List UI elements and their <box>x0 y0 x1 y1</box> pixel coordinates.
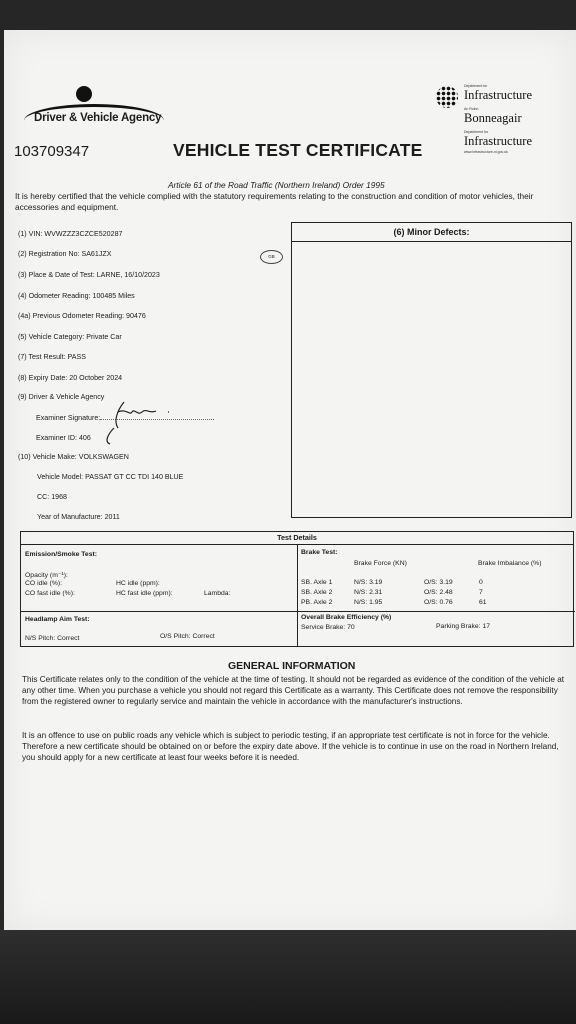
place-date-field: (3) Place & Date of Test: LARNE, 16/10/2023 <box>18 271 160 279</box>
minor-defects-box <box>291 222 572 518</box>
table-divider <box>21 611 297 612</box>
general-information-paragraph: It is an offence to use on public roads any vehicle which is subject to periodic testing, if an appropriate test certificate is not in force for the vehicle. Therefore a new certificate should be obtained on or before the expiry date above. If the vehicle is to continue in use on the road in Northern Ireland, you should apply for a new certificate at least four weeks before it is needed. <box>22 731 559 762</box>
brake-os-value: O/S: 0.76 <box>424 599 453 606</box>
dva-logo <box>16 84 166 132</box>
brake-heading: Brake Test: <box>301 549 338 556</box>
general-information-heading: GENERAL INFORMATION <box>228 660 356 672</box>
gb-badge: GB <box>260 250 283 264</box>
department-small-text: Depairtment fur <box>464 130 489 134</box>
brake-efficiency-heading: Overall Brake Efficiency (%) <box>301 614 392 621</box>
brake-force-header: Brake Force (KN) <box>354 560 407 567</box>
co-idle-label: CO idle (%): <box>25 580 63 587</box>
agency-name: Driver & Vehicle Agency <box>34 112 162 124</box>
table-divider <box>297 544 298 646</box>
department-small-text: Department for <box>464 84 488 88</box>
test-result-field: (7) Test Result: PASS <box>18 353 86 361</box>
brake-imbalance-value: 0 <box>479 579 483 586</box>
certificate-number: 103709347 <box>14 143 90 160</box>
headlamp-heading: Headlamp Aim Test: <box>25 616 90 623</box>
emission-heading: Emission/Smoke Test: <box>25 551 98 558</box>
department-name-us: Infrastructure <box>464 134 533 148</box>
test-details-heading: Test Details <box>21 532 573 545</box>
department-emblem-icon <box>436 86 458 108</box>
brake-imbalance-value: 61 <box>479 599 487 606</box>
vehicle-model-field: Vehicle Model: PASSAT GT CC TDI 140 BLUE <box>37 473 184 481</box>
examiner-signature-label: Examiner Signature: <box>36 414 101 422</box>
odometer-field: (4) Odometer Reading: 100485 Miles <box>18 292 135 300</box>
table-divider <box>297 611 575 612</box>
vehicle-category-field: (5) Vehicle Category: Private Car <box>18 333 122 341</box>
brake-os-value: O/S: 2.48 <box>424 589 453 596</box>
registration-field: (2) Registration No: SA61JZX <box>18 250 112 258</box>
os-pitch-field: O/S Pitch: Correct <box>160 633 215 640</box>
opacity-label: Opacity (m⁻¹): <box>25 572 68 579</box>
brake-imbalance-value: 7 <box>479 589 483 596</box>
year-of-manufacture-field: Year of Manufacture: 2011 <box>37 513 120 521</box>
certification-statement: It is hereby certified that the vehicle complied with the statutory requirements relating to the construction and condition of motor vehicles, their accessories and equipment. <box>15 191 534 212</box>
service-brake-field: Service Brake: 70 <box>301 624 355 631</box>
expiry-date-field: (8) Expiry Date: 20 October 2024 <box>18 374 123 382</box>
ns-pitch-field: N/S Pitch: Correct <box>25 635 80 642</box>
lambda-label: Lambda: <box>204 590 231 597</box>
department-url: www.infrastructure-ni.gov.uk <box>464 150 508 154</box>
brake-axle-label: PB. Axle 2 <box>301 599 333 606</box>
brake-axle-label: SB. Axle 2 <box>301 589 333 596</box>
general-information-paragraph: This Certificate relates only to the condition of the vehicle at the time of testing. It should not be regarded as evidence of the condition of the vehicle at any other time. When you purchase a vehicle you should not regard this Certificate as a warranty. This Certificate does not remove the responsibility from the registered owner to regularly service and maintain the vehicle in accordance with the manufacturer's instructions. <box>22 675 565 706</box>
brake-os-value: O/S: 3.19 <box>424 579 453 586</box>
department-name-en: Infrastructure <box>464 88 533 102</box>
brake-ns-value: N/S: 2.31 <box>354 589 383 596</box>
parking-brake-field: Parking Brake: 17 <box>436 623 491 630</box>
minor-defects-heading: (6) Minor Defects: <box>292 223 571 242</box>
hc-idle-label: HC idle (ppm): <box>116 580 160 587</box>
engine-cc-field: CC: 1968 <box>37 493 67 501</box>
agency-field: (9) Driver & Vehicle Agency <box>18 393 105 401</box>
vin-field: (1) VIN: WVWZZZ3CZCE520287 <box>18 230 123 238</box>
test-details-table <box>20 531 574 647</box>
department-name-ga: Bonneagair <box>464 111 522 125</box>
co-fast-idle-label: CO fast idle (%): <box>25 590 75 597</box>
department-logo <box>436 82 566 162</box>
brake-axle-label: SB. Axle 1 <box>301 579 333 586</box>
vehicle-make-field: (10) Vehicle Make: VOLKSWAGEN <box>18 453 129 461</box>
examiner-id-field: Examiner ID: 406 <box>36 434 91 442</box>
legal-article: Article 61 of the Road Traffic (Northern Ireland) Order 1995 <box>168 180 385 190</box>
hc-fast-idle-label: HC fast idle (ppm): <box>116 590 173 597</box>
previous-odometer-field: (4a) Previous Odometer Reading: 90476 <box>18 312 146 320</box>
background-surface <box>0 930 576 1024</box>
department-small-text: An Roinn <box>464 107 479 111</box>
examiner-signature <box>106 398 186 448</box>
brake-ns-value: N/S: 3.19 <box>354 579 383 586</box>
brake-imbalance-header: Brake Imbalance (%) <box>478 560 542 567</box>
page-title: VEHICLE TEST CERTIFICATE <box>173 140 423 160</box>
dva-logo-head <box>76 86 92 102</box>
brake-ns-value: N/S: 1.95 <box>354 599 383 606</box>
